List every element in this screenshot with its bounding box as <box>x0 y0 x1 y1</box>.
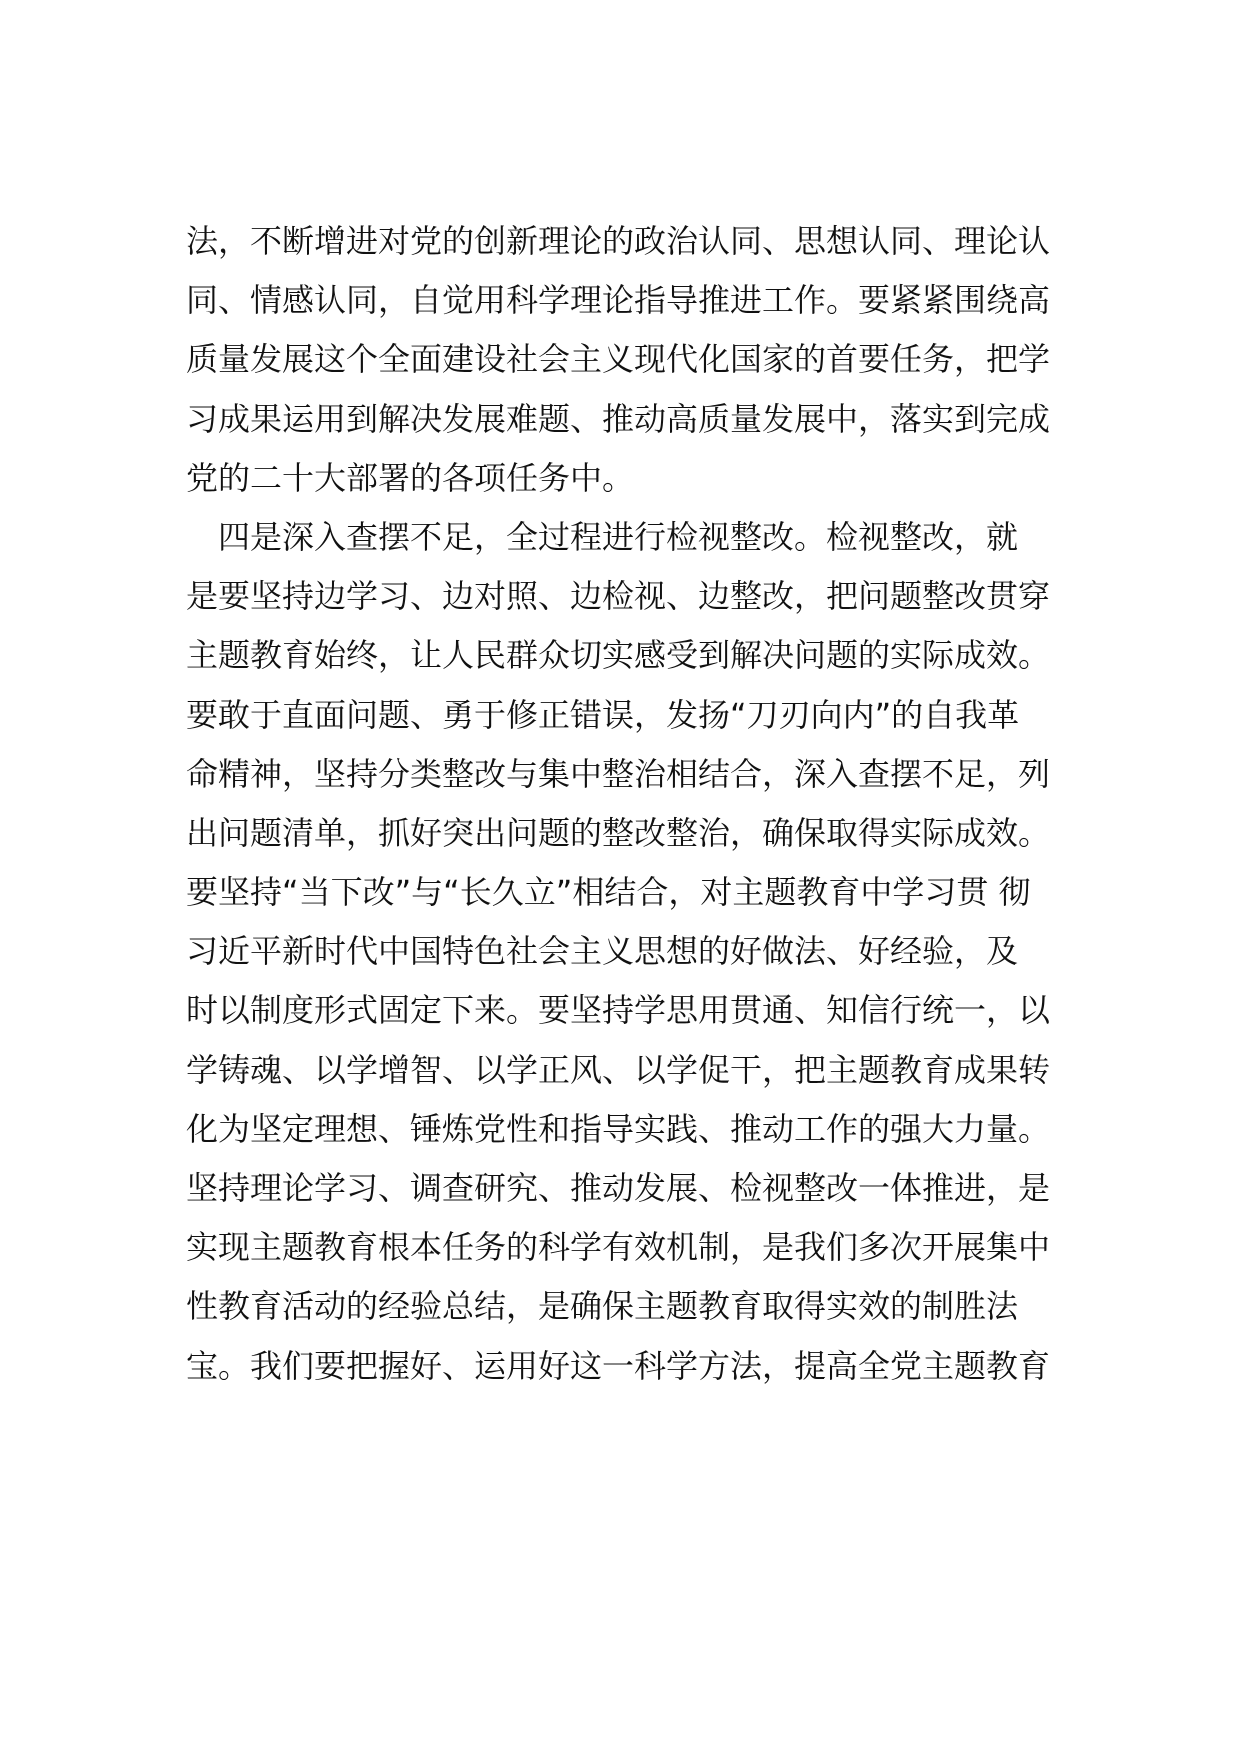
text-line: 化为坚定理想、锤炼党性和指导实践、推动工作的强大力量。 <box>186 1109 1051 1148</box>
text-line: 学铸魂、以学增智、以学正风、以学促干，把主题教育成果转 <box>186 1050 1051 1089</box>
text-line: 实现主题教育根本任务的科学有效机制，是我们多次开展集中 <box>186 1228 1051 1267</box>
text-line: 出问题清单，抓好突出问题的整改整治，确保取得实际成效。 <box>186 813 1051 852</box>
text-line: 质量发展这个全面建设社会主义现代化国家的首要任务，把学 <box>186 340 1051 379</box>
text-line: 习近平新时代中国特色社会主义思想的好做法、好经验，及 <box>186 932 1019 971</box>
text-line: 坚持理论学习、调查研究、推动发展、检视整改一体推进，是 <box>186 1169 1051 1207</box>
text-line: 性教育活动的经验总结，是确保主题教育取得实效的制胜法 <box>186 1287 1019 1326</box>
text-line: 党的二十大部署的各项任务中。 <box>186 458 635 497</box>
text-line: 四是深入查摆不足，全过程进行检视整改。检视整改，就 <box>186 517 1019 556</box>
text-line: 要坚持“当下改”与“长久立”相结合，对主题教育中学习贯 彻 <box>186 873 1031 912</box>
text-line: 习成果运用到解决发展难题、推动高质量发展中，落实到完成 <box>186 399 1051 438</box>
text-line: 要敢于直面问题、勇于修正错误，发扬“刀刃向内”的自我革 <box>186 695 1020 734</box>
text-line: 命精神，坚持分类整改与集中整治相结合，深入查摆不足，列 <box>186 754 1051 793</box>
text-line: 同、情感认同，自觉用科学理论指导推进工作。要紧紧围绕高 <box>186 281 1051 320</box>
text-line: 宝。我们要把握好、运用好这一科学方法，提高全党主题教育 <box>186 1346 1051 1385</box>
text-line: 是要坚持边学习、边对照、边检视、边整改，把问题整改贯穿 <box>186 577 1051 616</box>
text-line: 时以制度形式固定下来。要坚持学思用贯通、知信行统一，以 <box>186 991 1051 1030</box>
text-line: 主题教育始终，让人民群众切实感受到解决问题的实际成效。 <box>186 636 1051 675</box>
text-line: 法，不断增进对党的创新理论的政治认同、思想认同、理论认 <box>186 222 1051 260</box>
body-text <box>186 212 1066 1396</box>
